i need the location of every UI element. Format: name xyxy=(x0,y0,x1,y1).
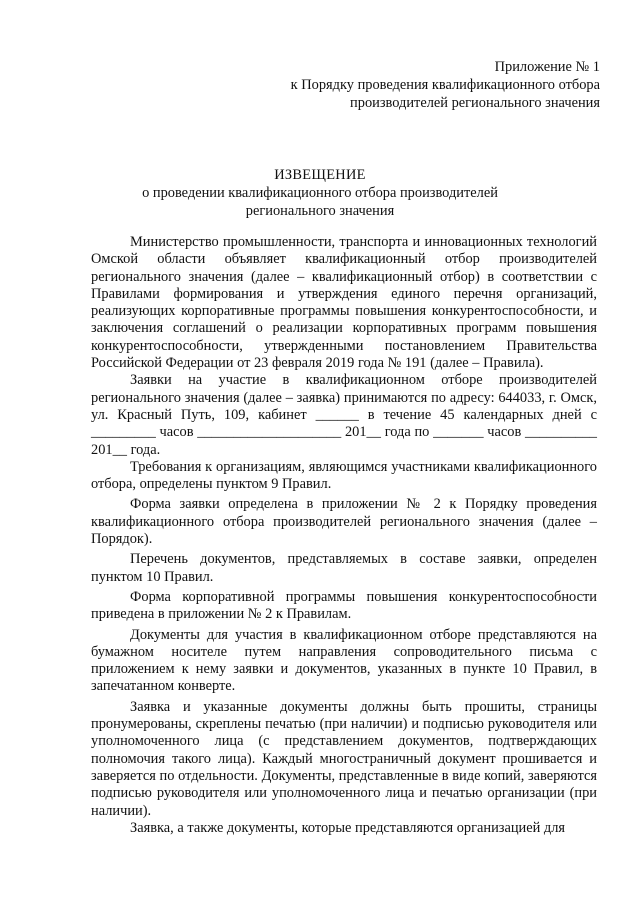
paragraph-document-list: Перечень документов, представляемых в составе заявки, определен пунктом 10 Правил. xyxy=(91,551,597,585)
appendix-reference-line2: производителей регионального значения xyxy=(350,95,600,111)
paragraph-requirements: Требования к организациям, являющимся участниками квалификационного отбора, определены пунктом 9 Правил. xyxy=(91,458,597,493)
notice-heading: ИЗВЕЩЕНИЕ xyxy=(274,167,366,183)
paragraph-application-form: Форма заявки определена в приложении № 2 к Порядку проведения квалификационного отбора производителей регионального значения (далее – Порядок). xyxy=(91,496,597,548)
paragraph-application-address: Заявки на участие в квалификационном отборе производителей регионального значения (далее – заявка) принимаются по адресу: 644033, г. Омск, ул. Красный Путь, 109, кабинет ______ в течение 45 календарных дней с _________ часов ____________________ 201__ года по _______ часов __________ 201__ года. xyxy=(91,372,597,458)
notice-subtitle-line2: регионального значения xyxy=(245,203,395,219)
appendix-number: Приложение № 1 xyxy=(494,59,600,75)
notice-subtitle-line1: о проведении квалификационного отбора производителей xyxy=(142,185,498,201)
notice-title-block xyxy=(0,166,640,220)
appendix-reference-line1: к Порядку проведения квалификационного отбора xyxy=(290,77,600,93)
paragraph-continuation: Заявка, а также документы, которые представляются организацией для xyxy=(130,819,566,836)
paragraph-announcement: Министерство промышленности, транспорта и инновационных технологий Омской области объявляет квалификационный отбор производителей регионального значения (далее – квалификационный отбор) в соответствии с Правилами формирования и утверждения единого перечня организаций, реализующих корпоративные программы повышения конкурентоспособности, и заключения соглашений о реализации корпоративных программ повышения конкурентоспособности, утвержденными постановлением Правительства Российской Федерации от 23 февраля 2019 года № 191 (далее – Правила). xyxy=(91,234,597,372)
paragraph-program-form: Форма корпоративной программы повышения конкурентоспособности приведена в приложении № 2 к Правилам. xyxy=(91,588,597,623)
appendix-header xyxy=(291,58,600,112)
notice-body xyxy=(91,234,597,837)
paragraph-submission: Документы для участия в квалификационном отборе представляются на бумажном носителе путем направления сопроводительного письма с приложением к нему заявки и документов, указанных в пункте 10 Правил, в запечатанном конверте. xyxy=(91,626,597,695)
paragraph-binding-requirements: Заявка и указанные документы должны быть прошиты, страницы пронумерованы, скреплены печатью (при наличии) и подписью руководителя или уполномоченного лица (с представлением документов, подтверждающих полномочия такого лица). Каждый многостраничный документ прошивается и заверяется по отдельности. Документы, представленные в виде копий, заверяются подписью руководителя или уполномоченного лица и печатью организации (при наличии). xyxy=(91,698,597,819)
